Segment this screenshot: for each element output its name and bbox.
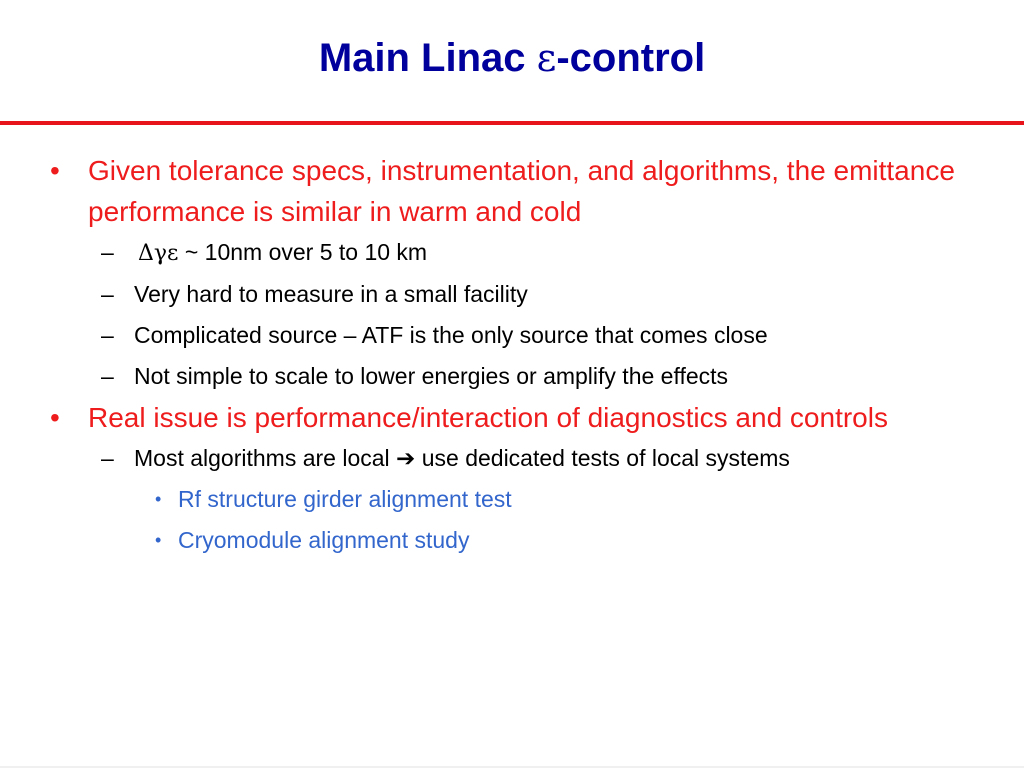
title-divider	[0, 121, 1024, 125]
slide-title	[0, 30, 1024, 86]
sub-bullet-1-4	[0, 356, 1024, 397]
sub-bullet-1-2	[0, 274, 1024, 315]
slide-body	[0, 150, 1024, 561]
bullet-1	[0, 150, 1024, 232]
title-text-before: Main Linac	[318, 36, 537, 80]
bullet-1-text: Given tolerance specs, instrumentation, and algorithms, the emittance performance is similar in warm and cold	[88, 155, 955, 227]
sub-bullet-1-2-text: Very hard to measure in a small facility	[134, 281, 528, 307]
sub-sub-bullet-2-1-1	[0, 479, 1024, 520]
sub-bullet-1-3	[0, 315, 1024, 356]
sub-bullet-2-1	[0, 438, 1024, 479]
sub-bullet-1-4-text: Not simple to scale to lower energies or amplify the effects	[134, 363, 729, 389]
sub-bullet-1-3-text: Complicated source – ATF is the only source that comes close	[134, 322, 768, 348]
title-epsilon-symbol: ε	[536, 36, 557, 80]
sub-bullet-1-2-marker: –	[101, 281, 114, 307]
sub-bullet-2-1-marker: –	[101, 445, 114, 471]
bullet-2-text: Real issue is performance/interaction of diagnostics and controls	[88, 402, 888, 433]
bullet-1-marker: •	[50, 155, 60, 186]
sub-bullet-2-1-text-after: use dedicated tests of local systems	[415, 445, 790, 471]
sub-bullet-1-1-marker: –	[101, 239, 114, 265]
sub-bullet-2-1-text-before: Most algorithms are local	[134, 445, 397, 471]
sub-bullet-1-1-text: ~ 10nm over 5 to 10 km	[178, 239, 428, 265]
delta-gamma-epsilon-symbol: Δγε	[138, 241, 179, 266]
bullet-2	[0, 397, 1024, 438]
title-text-after: -control	[556, 36, 706, 80]
sub-bullet-1-3-marker: –	[101, 322, 114, 348]
sub-sub-bullet-2-1-1-text: Rf structure girder alignment test	[178, 486, 512, 512]
sub-sub-bullet-2-1-2-marker: •	[155, 530, 162, 550]
sub-sub-bullet-2-1-2	[0, 520, 1024, 561]
bullet-2-marker: •	[50, 402, 60, 433]
sub-bullet-1-4-marker: –	[101, 363, 114, 389]
sub-sub-bullet-2-1-2-text: Cryomodule alignment study	[178, 527, 470, 553]
right-arrow-icon: ➔	[396, 445, 416, 471]
sub-bullet-1-1	[0, 232, 1024, 274]
sub-sub-bullet-2-1-1-marker: •	[155, 489, 162, 509]
